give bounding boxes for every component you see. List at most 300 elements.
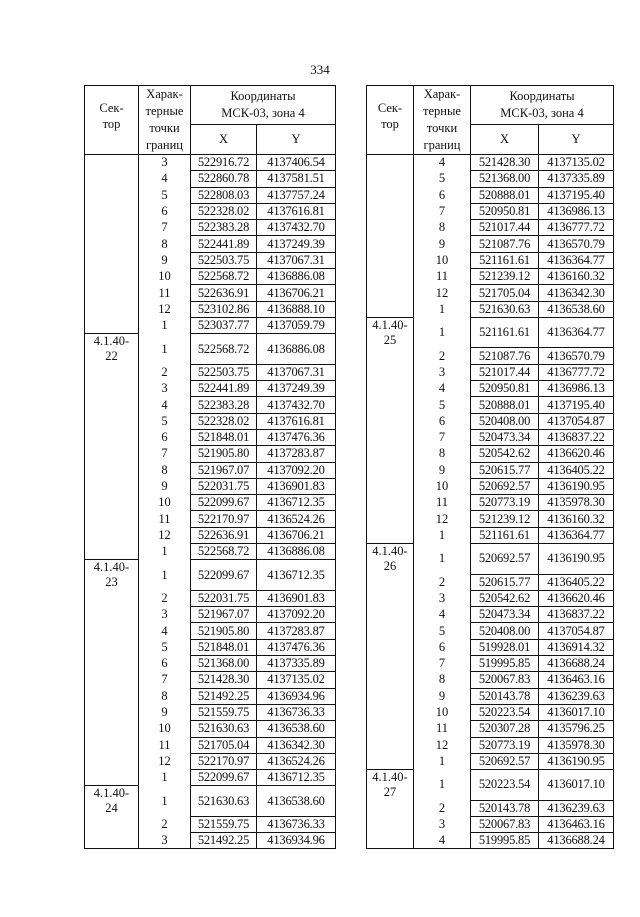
x-coordinate-cell: 521630.63	[471, 301, 539, 317]
y-coordinate-cell: 4136342.30	[539, 285, 614, 301]
x-coordinate-cell: 520408.00	[471, 623, 539, 639]
sector-cell	[367, 252, 414, 268]
y-coordinate-cell: 4136934.96	[257, 688, 336, 704]
x-coordinate-cell: 522383.28	[191, 397, 257, 413]
table-row	[85, 187, 336, 203]
sector-cell	[85, 269, 139, 285]
x-coordinate-cell: 520615.77	[471, 462, 539, 478]
sector-cell	[85, 770, 139, 786]
point-cell: 5	[414, 397, 471, 413]
point-cell: 1	[414, 544, 471, 575]
sector-cell	[85, 704, 139, 720]
y-coordinate-cell: 4136934.96	[257, 833, 336, 849]
y-coordinate-cell: 4137195.40	[539, 187, 614, 203]
x-coordinate-cell: 521630.63	[191, 721, 257, 737]
x-coordinate-cell: 520692.57	[471, 753, 539, 769]
sector-cell	[85, 364, 139, 380]
table-row	[85, 656, 336, 672]
y-coordinate-cell: 4136777.72	[539, 364, 614, 380]
x-coordinate-cell: 522441.89	[191, 236, 257, 252]
table-row	[367, 737, 614, 753]
sector-cell: 4.1.40- 23	[85, 560, 139, 591]
x-coordinate-cell: 521368.00	[191, 656, 257, 672]
sector-cell	[85, 397, 139, 413]
sector-cell	[85, 301, 139, 317]
point-cell: 4	[139, 171, 191, 187]
sector-cell	[85, 737, 139, 753]
table-row	[85, 753, 336, 769]
y-coordinate-cell: 4136160.32	[539, 269, 614, 285]
table-row	[367, 590, 614, 606]
y-coordinate-cell: 4136712.35	[257, 770, 336, 786]
header-points-label: Харак- терные точки границ	[145, 87, 184, 152]
x-coordinate-cell: 520888.01	[471, 397, 539, 413]
point-cell: 7	[414, 203, 471, 219]
y-coordinate-cell: 4136364.77	[539, 252, 614, 268]
x-coordinate-cell: 521239.12	[471, 269, 539, 285]
y-coordinate-cell: 4135796.25	[539, 721, 614, 737]
y-coordinate-cell: 4137335.89	[257, 656, 336, 672]
x-coordinate-cell: 520307.28	[471, 721, 539, 737]
table-row	[367, 833, 614, 849]
sector-cell	[367, 753, 414, 769]
y-coordinate-cell: 4136017.10	[539, 770, 614, 801]
x-coordinate-cell: 522568.72	[191, 544, 257, 560]
x-coordinate-cell: 522031.75	[191, 478, 257, 494]
sector-cell	[85, 639, 139, 655]
table-row	[367, 770, 614, 801]
table-row	[367, 220, 614, 236]
table-row	[85, 544, 336, 560]
table-row	[367, 413, 614, 429]
x-coordinate-cell: 522441.89	[191, 381, 257, 397]
x-coordinate-cell: 522099.67	[191, 495, 257, 511]
point-cell: 6	[414, 413, 471, 429]
point-cell: 6	[139, 656, 191, 672]
table-body	[367, 155, 614, 849]
point-cell: 3	[139, 381, 191, 397]
x-coordinate-cell: 520223.54	[471, 770, 539, 801]
header-points	[139, 86, 191, 155]
point-cell: 8	[139, 688, 191, 704]
header-points-label: Харак- терные точки границ	[423, 87, 461, 152]
sector-cell	[85, 171, 139, 187]
sector-cell	[367, 704, 414, 720]
table-row	[367, 301, 614, 317]
x-coordinate-cell: 520542.62	[471, 590, 539, 606]
y-coordinate-cell: 4136017.10	[539, 704, 614, 720]
y-coordinate-cell: 4137195.40	[539, 397, 614, 413]
point-cell: 1	[414, 770, 471, 801]
table-row	[367, 285, 614, 301]
x-coordinate-cell: 521492.25	[191, 833, 257, 849]
table-row	[85, 639, 336, 655]
point-cell: 5	[139, 413, 191, 429]
y-coordinate-cell: 4137581.51	[257, 171, 336, 187]
sector-cell	[85, 688, 139, 704]
header-sector-label: Сек- тор	[99, 101, 124, 131]
point-cell: 6	[139, 429, 191, 445]
x-coordinate-cell: 522503.75	[191, 252, 257, 268]
x-coordinate-cell: 521492.25	[191, 688, 257, 704]
table-row	[367, 187, 614, 203]
table-row	[367, 607, 614, 623]
sector-cell	[367, 574, 414, 590]
point-cell: 11	[414, 269, 471, 285]
y-coordinate-cell: 4137067.31	[257, 252, 336, 268]
y-coordinate-cell: 4137249.39	[257, 381, 336, 397]
y-coordinate-cell: 4136706.21	[257, 285, 336, 301]
table-row	[367, 317, 614, 348]
x-coordinate-cell: 522099.67	[191, 770, 257, 786]
sector-cell	[367, 833, 414, 849]
table-row	[85, 317, 336, 333]
y-coordinate-cell: 4137135.02	[257, 672, 336, 688]
point-cell: 2	[139, 364, 191, 380]
y-coordinate-cell: 4136524.26	[257, 511, 336, 527]
point-cell: 3	[139, 833, 191, 849]
table-row	[367, 544, 614, 575]
x-coordinate-cell: 520773.19	[471, 495, 539, 511]
x-coordinate-cell: 520067.83	[471, 672, 539, 688]
point-cell: 9	[139, 704, 191, 720]
sector-cell	[367, 527, 414, 543]
y-coordinate-cell: 4136364.77	[539, 527, 614, 543]
point-cell: 11	[414, 495, 471, 511]
point-cell: 12	[414, 511, 471, 527]
x-coordinate-cell: 521017.44	[471, 220, 539, 236]
table-row	[85, 623, 336, 639]
point-cell: 2	[139, 590, 191, 606]
y-coordinate-cell: 4136886.08	[257, 269, 336, 285]
point-cell: 4	[414, 155, 471, 171]
point-cell: 6	[414, 187, 471, 203]
y-coordinate-cell: 4136538.60	[539, 301, 614, 317]
x-coordinate-cell: 521368.00	[471, 171, 539, 187]
y-coordinate-cell: 4137054.87	[539, 623, 614, 639]
table-row	[85, 334, 336, 365]
table-row	[367, 171, 614, 187]
coordinates-table-left	[84, 85, 336, 849]
sector-cell: 4.1.40- 25	[367, 317, 414, 348]
sector-cell	[85, 413, 139, 429]
table-row	[85, 816, 336, 832]
y-coordinate-cell: 4137054.87	[539, 413, 614, 429]
y-coordinate-cell: 4137249.39	[257, 236, 336, 252]
sector-cell	[85, 623, 139, 639]
table-row	[85, 478, 336, 494]
y-coordinate-cell: 4136901.83	[257, 478, 336, 494]
sector-cell	[85, 317, 139, 333]
table-row	[367, 429, 614, 445]
x-coordinate-cell: 521848.01	[191, 639, 257, 655]
table-row	[85, 171, 336, 187]
y-coordinate-cell: 4136688.24	[539, 656, 614, 672]
x-coordinate-cell: 521161.61	[471, 252, 539, 268]
table-row	[85, 446, 336, 462]
sector-cell	[367, 737, 414, 753]
y-coordinate-cell: 4136620.46	[539, 446, 614, 462]
point-cell: 6	[139, 203, 191, 219]
table-row	[367, 381, 614, 397]
point-cell: 7	[139, 446, 191, 462]
y-coordinate-cell: 4136886.08	[257, 544, 336, 560]
table-row	[367, 462, 614, 478]
x-coordinate-cell: 522568.72	[191, 269, 257, 285]
x-coordinate-cell: 521087.76	[471, 348, 539, 364]
header-coords	[191, 86, 336, 125]
sector-cell	[367, 203, 414, 219]
sector-cell	[85, 446, 139, 462]
x-coordinate-cell: 521161.61	[471, 527, 539, 543]
table-row	[367, 623, 614, 639]
sector-cell	[85, 462, 139, 478]
point-cell: 5	[414, 623, 471, 639]
y-coordinate-cell: 4136712.35	[257, 560, 336, 591]
point-cell: 1	[139, 317, 191, 333]
sector-cell	[85, 203, 139, 219]
point-cell: 6	[414, 639, 471, 655]
point-cell: 3	[414, 590, 471, 606]
x-coordinate-cell: 523102.86	[191, 301, 257, 317]
point-cell: 8	[414, 672, 471, 688]
point-cell: 1	[139, 770, 191, 786]
x-coordinate-cell: 520692.57	[471, 544, 539, 575]
point-cell: 1	[139, 560, 191, 591]
x-coordinate-cell: 521017.44	[471, 364, 539, 380]
y-coordinate-cell: 4136620.46	[539, 590, 614, 606]
sector-cell	[367, 800, 414, 816]
table-row	[85, 672, 336, 688]
x-coordinate-cell: 521559.75	[191, 816, 257, 832]
sector-cell	[367, 721, 414, 737]
table-row	[85, 301, 336, 317]
sector-cell	[367, 155, 414, 171]
sector-cell	[85, 236, 139, 252]
x-coordinate-cell: 522636.91	[191, 527, 257, 543]
sector-cell	[367, 348, 414, 364]
table-row	[85, 269, 336, 285]
y-coordinate-cell: 4136688.24	[539, 833, 614, 849]
point-cell: 10	[139, 269, 191, 285]
x-coordinate-cell: 521848.01	[191, 429, 257, 445]
y-coordinate-cell: 4136405.22	[539, 574, 614, 590]
x-coordinate-cell: 520950.81	[471, 203, 539, 219]
y-coordinate-cell: 4136570.79	[539, 236, 614, 252]
y-coordinate-cell: 4136706.21	[257, 527, 336, 543]
y-coordinate-cell: 4137335.89	[539, 171, 614, 187]
y-coordinate-cell: 4136364.77	[539, 317, 614, 348]
table-row	[367, 252, 614, 268]
sector-cell	[367, 639, 414, 655]
table-row	[367, 446, 614, 462]
table-row	[367, 527, 614, 543]
sector-cell: 4.1.40- 24	[85, 786, 139, 817]
point-cell: 1	[139, 786, 191, 817]
point-cell: 7	[414, 656, 471, 672]
sector-cell	[367, 413, 414, 429]
point-cell: 1	[139, 544, 191, 560]
x-coordinate-cell: 521967.07	[191, 462, 257, 478]
point-cell: 9	[139, 252, 191, 268]
sector-cell	[367, 607, 414, 623]
x-coordinate-cell: 521559.75	[191, 704, 257, 720]
header-y: Y	[257, 124, 336, 154]
sector-cell	[367, 446, 414, 462]
point-cell: 11	[139, 737, 191, 753]
sector-cell: 4.1.40- 26	[367, 544, 414, 575]
point-cell: 10	[414, 252, 471, 268]
table-row	[85, 590, 336, 606]
x-coordinate-cell: 520692.57	[471, 478, 539, 494]
x-coordinate-cell: 521428.30	[471, 155, 539, 171]
x-coordinate-cell: 520143.78	[471, 688, 539, 704]
y-coordinate-cell: 4137757.24	[257, 187, 336, 203]
point-cell: 1	[414, 527, 471, 543]
y-coordinate-cell: 4136914.32	[539, 639, 614, 655]
header-sector	[85, 86, 139, 155]
point-cell: 12	[139, 527, 191, 543]
x-coordinate-cell: 520143.78	[471, 800, 539, 816]
table-row	[367, 639, 614, 655]
x-coordinate-cell: 521239.12	[471, 511, 539, 527]
point-cell: 11	[139, 511, 191, 527]
sector-cell: 4.1.40- 27	[367, 770, 414, 801]
y-coordinate-cell: 4136239.63	[539, 800, 614, 816]
x-coordinate-cell: 522328.02	[191, 413, 257, 429]
table-row	[367, 269, 614, 285]
y-coordinate-cell: 4136538.60	[257, 786, 336, 817]
table-row	[367, 511, 614, 527]
x-coordinate-cell: 522916.72	[191, 155, 257, 171]
sector-cell	[367, 236, 414, 252]
table-row	[367, 753, 614, 769]
sector-cell	[85, 187, 139, 203]
x-coordinate-cell: 521705.04	[471, 285, 539, 301]
sector-cell	[367, 187, 414, 203]
x-coordinate-cell: 522568.72	[191, 334, 257, 365]
y-coordinate-cell: 4136190.95	[539, 478, 614, 494]
y-coordinate-cell: 4137283.87	[257, 623, 336, 639]
table-row	[367, 704, 614, 720]
header-sector-label: Сек- тор	[377, 101, 403, 131]
coordinates-table-right	[366, 85, 614, 849]
x-coordinate-cell: 521905.80	[191, 446, 257, 462]
y-coordinate-cell: 4136190.95	[539, 753, 614, 769]
y-coordinate-cell: 4137283.87	[257, 446, 336, 462]
table-row	[367, 656, 614, 672]
x-coordinate-cell: 521630.63	[191, 786, 257, 817]
x-coordinate-cell: 521161.61	[471, 317, 539, 348]
point-cell: 2	[414, 574, 471, 590]
sector-cell	[85, 656, 139, 672]
point-cell: 1	[414, 317, 471, 348]
point-cell: 12	[139, 753, 191, 769]
x-coordinate-cell: 520223.54	[471, 704, 539, 720]
table-row	[367, 348, 614, 364]
y-coordinate-cell: 4137059.79	[257, 317, 336, 333]
table-row	[367, 495, 614, 511]
x-coordinate-cell: 519995.85	[471, 656, 539, 672]
x-coordinate-cell: 522170.97	[191, 753, 257, 769]
table-row	[85, 704, 336, 720]
table-row	[85, 285, 336, 301]
y-coordinate-cell: 4137067.31	[257, 364, 336, 380]
x-coordinate-cell: 520473.34	[471, 429, 539, 445]
point-cell: 9	[414, 236, 471, 252]
y-coordinate-cell: 4136837.22	[539, 607, 614, 623]
y-coordinate-cell: 4136524.26	[257, 753, 336, 769]
point-cell: 4	[139, 623, 191, 639]
point-cell: 4	[414, 833, 471, 849]
sector-cell	[367, 429, 414, 445]
table-row	[85, 236, 336, 252]
sector-cell	[85, 155, 139, 171]
point-cell: 4	[139, 397, 191, 413]
sector-cell	[85, 220, 139, 236]
sector-cell	[367, 301, 414, 317]
x-coordinate-cell: 520408.00	[471, 413, 539, 429]
point-cell: 9	[414, 688, 471, 704]
table-row	[85, 721, 336, 737]
point-cell: 4	[414, 607, 471, 623]
sector-cell	[85, 381, 139, 397]
point-cell: 3	[139, 607, 191, 623]
point-cell: 1	[414, 753, 471, 769]
sector-cell: 4.1.40- 22	[85, 334, 139, 365]
table-row	[85, 527, 336, 543]
table-row	[85, 607, 336, 623]
point-cell: 5	[414, 171, 471, 187]
table-row	[85, 397, 336, 413]
table-row	[85, 786, 336, 817]
sector-cell	[367, 220, 414, 236]
point-cell: 10	[139, 721, 191, 737]
x-coordinate-cell: 521705.04	[191, 737, 257, 753]
point-cell: 9	[414, 462, 471, 478]
y-coordinate-cell: 4137092.20	[257, 462, 336, 478]
y-coordinate-cell: 4137616.81	[257, 413, 336, 429]
y-coordinate-cell: 4136463.16	[539, 816, 614, 832]
page-number: 334	[310, 62, 330, 77]
x-coordinate-cell: 522383.28	[191, 220, 257, 236]
point-cell: 1	[139, 334, 191, 365]
table-row	[85, 495, 336, 511]
sector-cell	[85, 429, 139, 445]
sector-cell	[367, 478, 414, 494]
x-coordinate-cell: 520473.34	[471, 607, 539, 623]
x-coordinate-cell: 522503.75	[191, 364, 257, 380]
x-coordinate-cell: 520888.01	[471, 187, 539, 203]
sector-cell	[85, 495, 139, 511]
sector-cell	[367, 269, 414, 285]
sector-cell	[85, 816, 139, 832]
table-row	[85, 560, 336, 591]
x-coordinate-cell: 519928.01	[471, 639, 539, 655]
table-row	[85, 462, 336, 478]
x-coordinate-cell: 520542.62	[471, 446, 539, 462]
point-cell: 5	[139, 187, 191, 203]
point-cell: 10	[139, 495, 191, 511]
table-row	[85, 203, 336, 219]
x-coordinate-cell: 521428.30	[191, 672, 257, 688]
point-cell: 1	[414, 301, 471, 317]
table-row	[85, 770, 336, 786]
x-coordinate-cell: 522099.67	[191, 560, 257, 591]
point-cell: 12	[414, 285, 471, 301]
table-row	[85, 688, 336, 704]
sector-cell	[367, 285, 414, 301]
